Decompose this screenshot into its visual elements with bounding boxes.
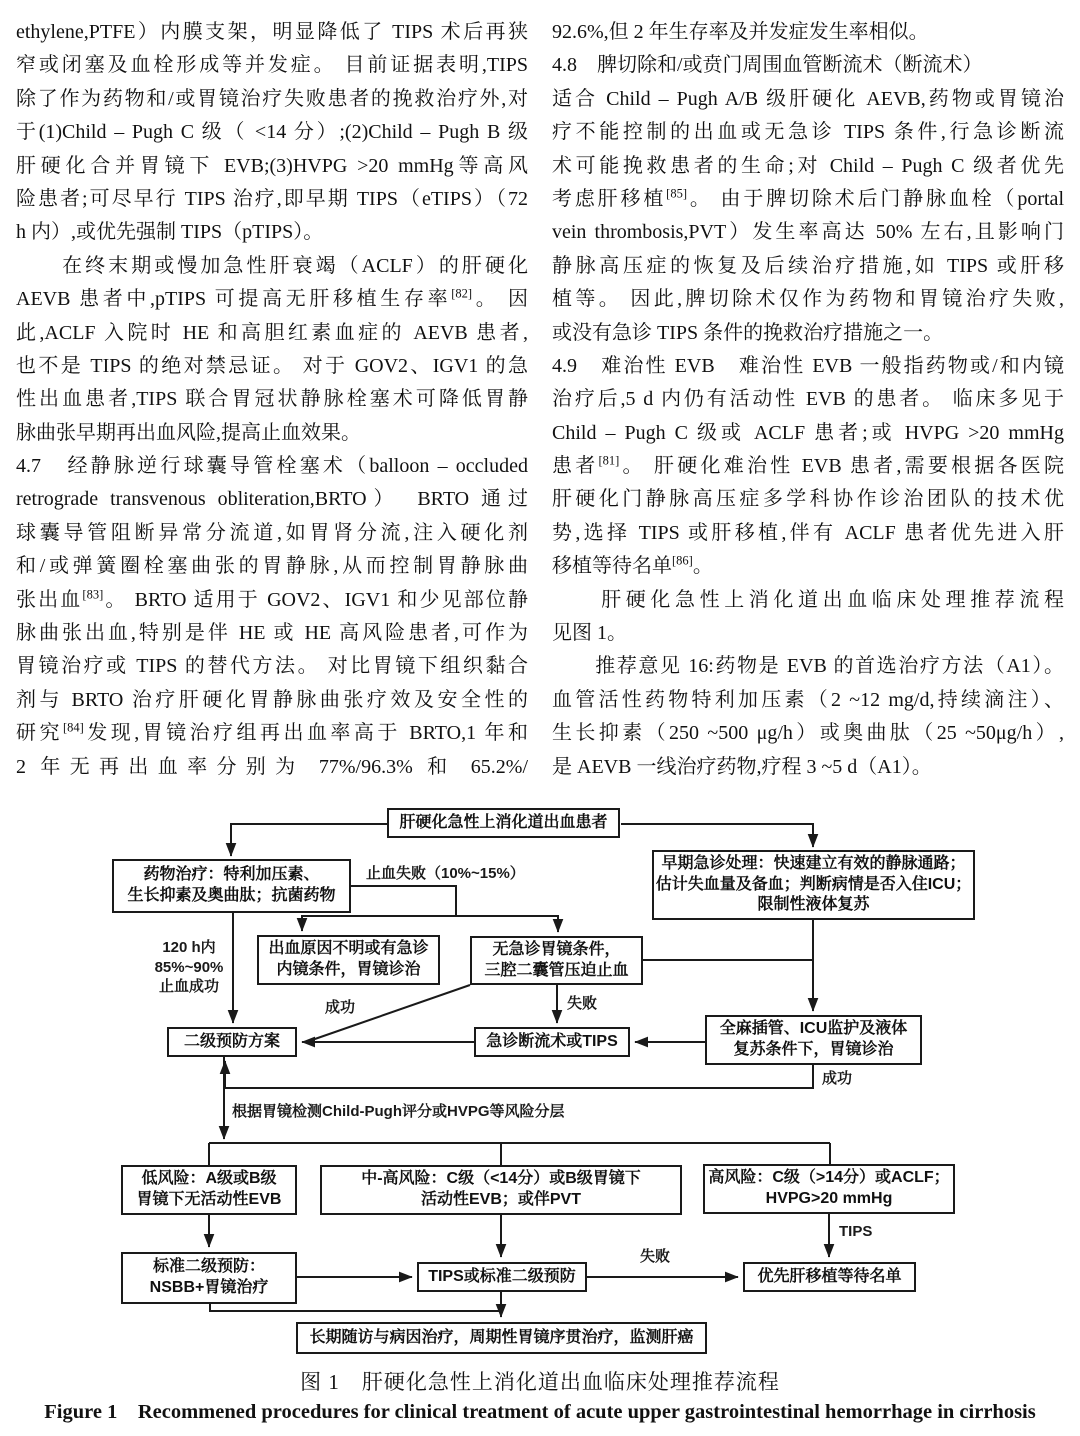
text-line: vein thrombosis,PVT）发生率高达 50% 左右,且影响门 [552,221,1064,244]
text-line: 肝硬化门静脉高压症多学科协作诊治团队的技术优 [552,488,1064,511]
reference-superscript: [85] [666,186,687,201]
text-line: 推荐意见 16:药物是 EVB 的首选治疗方法（A1）。 [552,655,1064,678]
flow-label-risk-stratification: 根据胃镜检测Child-Pugh评分或HVPG等风险分层 [232,1103,565,1120]
text-line: 血管活性药物特利加压素（2 ~12 mg/d,持续滴注）、 [552,688,1064,711]
reference-superscript: [82] [451,286,473,301]
flow-node-patient [387,808,620,838]
text-line: 或没有急诊 TIPS 条件的挽救治疗措施之一。 [552,321,944,344]
text-line: 研究[84]发现,胃镜治疗组再出血率高于 BRTO,1 年和 [16,720,529,745]
flow-connector [210,1304,501,1311]
flow-connector [621,824,813,847]
text-line: 和/或弹簧圈栓塞曲张的胃静脉,从而控制胃静脉曲 [16,555,528,578]
figure-caption-zh: 图 1 肝硬化急性上消化道出血临床处理推荐流程 [300,1370,780,1394]
text-line: 性出血患者,TIPS 联合胃冠状静脉栓塞术可降低胃静 [16,388,528,411]
text-line: 此,ACLF 入院时 HE 和高胆红素血症的 AEVB 患者, [16,321,528,344]
text-line: 是 AEVB 一线治疗药物,疗程 3 ~5 d（A1）。 [552,755,932,778]
flow-node-text: 优先肝移植等待名单 [757,1267,902,1285]
flow-node-text: 低风险：A级或B级 [141,1170,277,1188]
flow-node-text: 复苏条件下，胃镜诊治 [733,1041,894,1058]
flow-label-hemostasis-success-rate: 120 h内 85%~90% 止血成功 [154,939,224,995]
text-line: 患者[81]。 肝硬化难治性 EVB 患者,需要根据各医院 [552,453,1065,478]
flow-label-failure-right: 失败 [640,1248,671,1265]
text-line: 在终末期或慢加急性肝衰竭（ACLF）的肝硬化 [16,254,528,277]
flow-connector [231,824,387,856]
flow-label-tips-edge: TIPS [839,1223,873,1240]
flow-node-text: 急诊断流术或TIPS [486,1032,618,1050]
flow-node-secondary-prevention-plan [167,1027,297,1057]
text-line: 势,选择 TIPS 或肝移植,伴有 ACLF 患者优先进入肝 [552,521,1064,544]
flow-node-drug-therapy [112,859,351,913]
flow-node-text: 二级预防方案 [183,1032,280,1050]
flow-connector [456,916,558,932]
text-line: 4.7 经静脉逆行球囊导管栓塞术（balloon – occluded [16,455,528,478]
text-line: 球囊导管阻断异常分流道,如胃肾分流,注入硬化剂 [16,521,528,544]
flow-node-text: 胃镜下无活动性EVB [136,1191,282,1208]
flow-label-hemostasis-failure: 止血失败（10%~15%） [366,865,525,882]
flow-node-transplant-waitlist [743,1262,916,1292]
flow-label-failure-mid: 失败 [567,995,598,1012]
flow-node-text: 早期急诊处理：快速建立有效的静脉通路； [661,854,966,872]
flow-node-text: 活动性EVB；或伴PVT [420,1191,582,1208]
text-line: Child – Pugh C 级或 ACLF 患者;或 HVPG >20 mmHg [552,421,1064,444]
flow-node-text: HVPG>20 mmHg [765,1190,893,1207]
flow-node-text: 三腔二囊管压迫止血 [484,961,629,979]
flow-node-no-emergency-endoscopy [470,936,643,985]
text-line: 2 年无再出血率分别为 77%/96.3% 和 65.2%/ [16,755,528,778]
text-line: ethylene,PTFE）内膜支架，明显降低了 TIPS 术后再狭 [16,21,528,43]
flow-node-text: 无急诊胃镜条件， [492,940,621,958]
text-line: 植等。 因此,脾切除术仅作为药物和胃镜治疗失败, [552,288,1064,311]
flow-label-success-right: 成功 [822,1070,853,1087]
flow-node-text: 生长抑素及奥曲肽；抗菌药物 [127,887,336,904]
text-line: 术可能挽救患者的生命;对 Child – Pugh C 级者优先 [552,154,1064,177]
text-line: 见图 1。 [552,622,627,645]
text-line: 生长抑素（250 ~500 μg/h）或奥曲肽（25 ~50μg/h）, [552,722,1064,745]
text-line: 移植等待名单[86]。 [552,553,713,578]
flow-node-tips-or-standard [417,1262,587,1292]
flow-node-text: 长期随访与病因治疗，周期性胃镜序贯治疗，监测肝癌 [309,1328,694,1346]
flow-node-text: 高风险：C级（>14分）或ACLF； [708,1169,950,1187]
flow-node-text: 中-高风险：C级（<14分）或B级胃镜下 [361,1170,641,1188]
flow-node-emergency-shunt-or-tips [474,1027,630,1057]
figure-caption-en: Figure 1 Recommened procedures for clinical treatment of acute upper gastrointestinal hemorrhage in cirrhosis [44,1401,1036,1423]
text-line: 脉曲张出血,特别是伴 HE 或 HE 高风险患者,可作为 [16,622,528,645]
flow-connector [351,886,456,916]
text-line: 肝硬化急性上消化道出血临床处理推荐流程 [552,588,1064,611]
flow-node-long-term-followup [296,1322,707,1354]
reference-superscript: [83] [82,586,104,601]
reference-superscript: [86] [672,553,693,568]
flow-node-icu-endoscopy [705,1015,922,1065]
flow-node-text: NSBB+胃镜治疗 [149,1279,269,1296]
flow-node-unknown-cause-endoscopy [257,935,440,985]
text-line: 除了作为药物和/或胃镜治疗失败患者的挽救治疗外,对 [16,87,528,110]
text-line: 适合 Child – Pugh A/B 级肝硬化 AEVB,药物或胃镜治 [552,87,1064,110]
flow-label-success-left: 成功 [325,999,356,1016]
text-line: 92.6%,但 2 年生存率及并发症发生率相似。 [552,21,929,43]
text-line: AEVB 患者中,pTIPS 可提高无肝移植生存率[82]。 因 [16,286,528,311]
reference-superscript: [81] [598,453,620,468]
flow-node-text: 肝硬化急性上消化道出血患者 [399,813,608,831]
flow-node-text: 标准二级预防： [152,1258,265,1276]
text-line: 张出血[83]。 BRTO 适用于 GOV2、IGV1 和少见部位静 [16,586,529,611]
text-line: 治疗后,5 d 内仍有活动性 EVB 的患者。 临床多见于 [552,388,1064,411]
flow-node-text: 内镜条件，胃镜诊治 [276,961,421,978]
text-line: 窄或闭塞及血栓形成等并发症。 目前证据表明,TIPS [16,54,528,77]
text-line: 肝硬化合并胃镜下 EVB;(3)HVPG >20 mmHg等高风 [16,154,528,177]
flow-node-text: 药物治疗：特利加压素、 [143,866,320,884]
flow-node-early-emergency-care [652,850,975,920]
reference-superscript: [84] [62,720,84,735]
flow-node-low-risk [121,1165,297,1215]
flow-node-standard-secondary-prevention [121,1252,297,1304]
text-line: 脉曲张早期再出血风险,提高止血效果。 [16,421,361,444]
text-line: 静脉高压症的恢复及后续治疗措施,如 TIPS 或肝移 [552,254,1064,277]
flow-node-text: 出血原因不明或有急诊 [268,940,429,958]
text-line: 4.9 难治性 EVB 难治性 EVB 一般指药物或/和内镜 [552,354,1064,377]
text-line: 考虑肝移植[85]。 由于脾切除术后门静脉血栓（portal [552,186,1064,210]
text-line: 疗不能控制的出血或无急诊 TIPS 条件,行急诊断流 [552,121,1064,144]
text-line: h 内）,或优先强制 TIPS（pTIPS）。 [16,221,324,244]
text-line: 胃镜治疗或 TIPS 的替代方法。 对比胃镜下组织黏合 [16,655,528,678]
text-line: 也不是 TIPS 的绝对禁忌证。 对于 GOV2、IGV1 的急 [16,354,528,377]
flow-node-text: 估计失血量及备血；判断病情是否入住ICU； [655,875,972,893]
text-line: retrograde transvenous obliteration,BRTO） BRTO 通过 [16,488,528,511]
text-line: 4.8 脾切除和/或贲门周围血管断流术（断流术） [552,54,983,77]
flow-node-text: TIPS或标准二级预防 [428,1267,576,1285]
text-line: 于(1)Child – Pugh C 级（ <14 分）;(2)Child – Pugh B 级 [16,121,528,144]
flow-connector [302,916,456,931]
flow-node-text: 全麻插管、ICU监护及液体 [719,1020,908,1038]
flow-node-mid-high-risk [320,1165,682,1215]
flow-connector [225,1061,813,1088]
flow-node-high-risk [703,1164,955,1214]
text-line: 剂与 BRTO 治疗肝硬化胃静脉曲张疗效及安全性的 [16,688,528,711]
text-line: 险患者;可尽早行 TIPS 治疗,即早期 TIPS（eTIPS）（72 [16,187,528,210]
flow-node-text: 限制性液体复苏 [757,896,870,914]
